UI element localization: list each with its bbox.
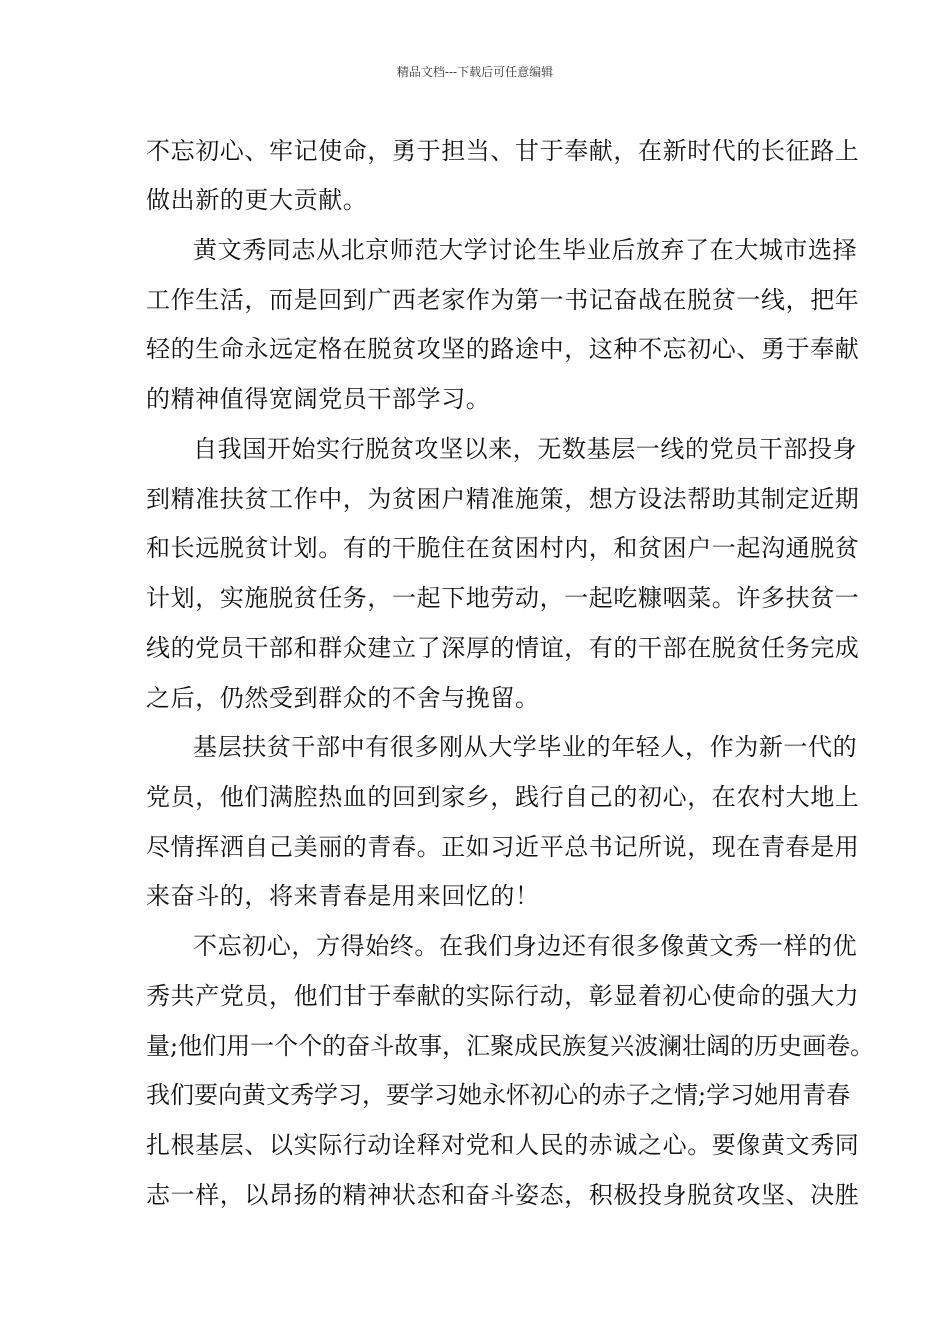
text-line: 量;他们用一个个的奋斗故事，汇聚成民族复兴波澜壮阔的历史画卷。: [146, 1032, 875, 1060]
text-line: 我们要向黄文秀学习，要学习她永怀初心的赤子之情;学习她用青春: [146, 1081, 851, 1109]
text-line: 工作生活，而是回到广西老家作为第一书记奋战在脱贫一线，把年: [146, 286, 860, 314]
page-header: 精品文档---下载后可任意编辑: [396, 65, 554, 79]
text-line: 计划，实施脱贫任务，一起下地劳动，一起吃糠咽菜。许多扶贫一: [146, 584, 860, 612]
text-line: 轻的生命永远定格在脱贫攻坚的路途中，这种不忘初心、勇于奉献: [146, 335, 860, 363]
text-line: 做出新的更大贡献。: [146, 186, 368, 214]
text-line: 尽情挥洒自己美丽的青春。正如习近平总书记所说，现在青春是用: [146, 833, 860, 861]
text-line: 到精准扶贫工作中，为贫困户精准施策，想方设法帮助其制定近期: [146, 485, 860, 513]
text-line: 党员，他们满腔热血的回到家乡，践行自己的初心，在农村大地上: [146, 783, 860, 811]
paragraph-start-line: 不忘初心，方得始终。在我们身边还有很多像黄文秀一样的优: [193, 932, 858, 960]
text-line: 和长远脱贫计划。有的干脆住在贫困村内，和贫困户一起沟通脱贫: [146, 534, 860, 562]
text-line: 来奋斗的，将来青春是用来回忆的！: [146, 882, 540, 910]
text-line: 扎根基层、以实际行动诠释对党和人民的赤诚之心。要像黄文秀同: [146, 1131, 860, 1159]
text-line: 线的党员干部和群众建立了深厚的情谊，有的干部在脱贫任务完成: [146, 634, 860, 662]
text-line: 不忘初心、牢记使命，勇于担当、甘于奉献，在新时代的长征路上: [146, 137, 860, 165]
paragraph-start-line: 黄文秀同志从北京师范大学讨论生毕业后放弃了在大城市选择: [193, 236, 858, 264]
text-line: 的精神值得宽阔党员干部学习。: [146, 385, 491, 413]
text-line: 之后，仍然受到群众的不舍与挽留。: [146, 684, 540, 712]
text-line: 志一样，以昂扬的精神状态和奋斗姿态，积极投身脱贫攻坚、决胜: [146, 1181, 860, 1209]
paragraph-start-line: 基层扶贫干部中有很多刚从大学毕业的年轻人，作为新一代的: [193, 733, 858, 761]
paragraph-start-line: 自我国开始实行脱贫攻坚以来，无数基层一线的党员干部投身: [193, 435, 858, 463]
text-line: 秀共产党员，他们甘于奉献的实际行动，彰显着初心使命的强大力: [146, 982, 860, 1010]
